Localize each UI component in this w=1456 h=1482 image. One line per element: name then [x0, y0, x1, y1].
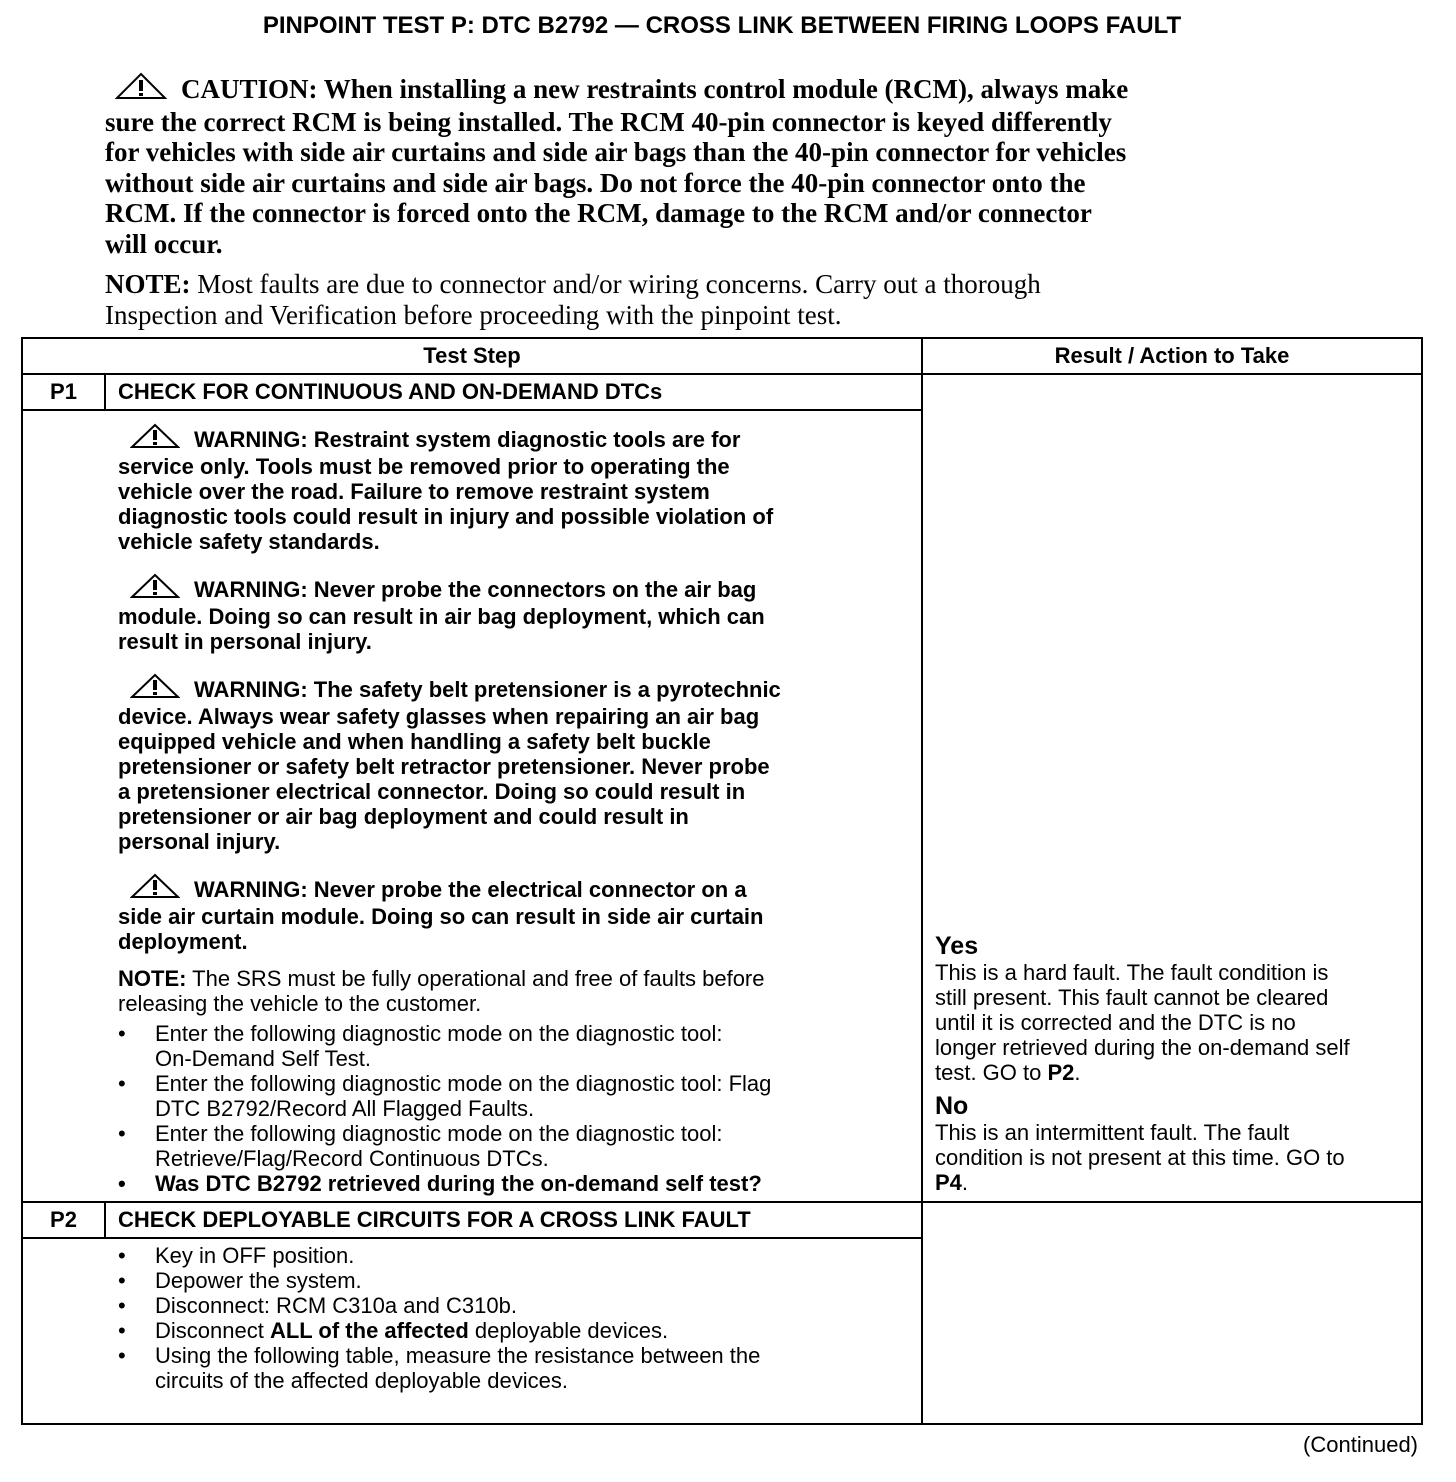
step-id-p2: P2 [50, 1207, 77, 1232]
no-label: No [935, 1092, 969, 1120]
warning-1: WARNING: Restraint system diagnostic tools are for service only. Tools must be removed prior to operating the vehicle over the road. Failure to remove restraint system diagnostic tools could result in injury and possible violation of vehicle safety standards. [118, 423, 918, 554]
p1-bullet-list [118, 1021, 918, 1196]
note-text: Most faults are due to connector and/or wiring concerns. Carry out a thorough Inspection and Verification before proceeding with the pinpoint test. [105, 269, 1041, 330]
warning-3: WARNING: The safety belt pretensioner is a pyrotechnic device. Always wear safety glasses when repairing an air bag equipped vehicle and when handling a safety belt buckle pretensioner or safety belt retractor pretensioner. Never probe a pretensioner electrical connector. Doing so could result in pretensioner or air bag deployment and could result in personal injury. [118, 673, 918, 854]
p2-bullet-list [118, 1243, 918, 1393]
list-item: • Disconnect ALL of the affected deployable devices. [118, 1318, 669, 1343]
step-heading-p1: CHECK FOR CONTINUOUS AND ON-DEMAND DTCs [118, 379, 663, 404]
goto-p2-link[interactable]: P2 [1047, 1060, 1075, 1085]
yes-action: This is a hard fault. The fault condition is still present. This fault cannot be cleared until it is corrected and the DTC is no longer retrieved during the on-demand self test. GO to P2. [935, 960, 1350, 1085]
warning-triangle-icon [130, 423, 180, 454]
note-block [105, 269, 1041, 330]
list-item: • Enter the following diagnostic mode on the diagnostic tool: Flag DTC B2792/Record All Flagged Faults. [118, 1071, 772, 1121]
list-item: • Key in OFF position. [118, 1243, 355, 1268]
warning-triangle-icon [130, 673, 180, 704]
warning-4: WARNING: Never probe the electrical connector on a side air curtain module. Doing so can result in side air curtain deployment. [118, 873, 918, 954]
list-item: • Enter the following diagnostic mode on the diagnostic tool: On-Demand Self Test. [118, 1021, 723, 1071]
note-label: NOTE: [105, 269, 191, 299]
list-item-question: • Was DTC B2792 retrieved during the on-demand self test? [118, 1171, 762, 1196]
header-result-action: Result / Action to Take [1054, 343, 1290, 368]
continued-label: (Continued) [1303, 1432, 1418, 1457]
list-item: • Enter the following diagnostic mode on the diagnostic tool: Retrieve/Flag/Record Continuous DTCs. [118, 1121, 723, 1171]
warning-triangle-icon [130, 573, 180, 604]
header-test-step: Test Step [423, 343, 521, 368]
list-item: • Depower the system. [118, 1268, 362, 1293]
yes-label: Yes [935, 932, 979, 960]
step-heading-p2: CHECK DEPLOYABLE CIRCUITS FOR A CROSS LINK FAULT [118, 1207, 751, 1232]
caution-label: CAUTION: [181, 74, 318, 104]
warning-2: WARNING: Never probe the connectors on the air bag module. Doing so can result in air bag deployment, which can result in personal injury. [118, 573, 918, 654]
goto-p4-link[interactable]: P4 [935, 1170, 962, 1195]
step-id-p1: P1 [50, 379, 77, 404]
list-item: • Using the following table, measure the resistance between the circuits of the affected deployable devices. [118, 1343, 761, 1393]
page-title: PINPOINT TEST P: DTC B2792 — CROSS LINK BETWEEN FIRING LOOPS FAULT [262, 12, 1182, 39]
warning-triangle-icon [130, 873, 180, 904]
no-action: This is an intermittent fault. The fault condition is not present at this time. GO to P4. [935, 1120, 1345, 1195]
caution-text: When installing a new restraints control module (RCM), always make sure the correct RCM is being installed. The RCM 40-pin connector is keyed differently for vehicles with side air curtains and side air bags than the 40-pin connector for vehicles without side air curtains and side air bags. Do not force the 40-pin connector onto the RCM. If the connector is forced onto the RCM, damage to the RCM and/or connector will occur. [105, 74, 1129, 259]
list-item: • Disconnect: RCM C310a and C310b. [118, 1293, 517, 1318]
p1-note: NOTE: The SRS must be fully operational and free of faults before releasing the vehicle to the customer. [118, 966, 765, 1016]
caution-block [105, 72, 1128, 260]
p1-result [935, 932, 1420, 1195]
warning-triangle-icon [115, 72, 167, 107]
